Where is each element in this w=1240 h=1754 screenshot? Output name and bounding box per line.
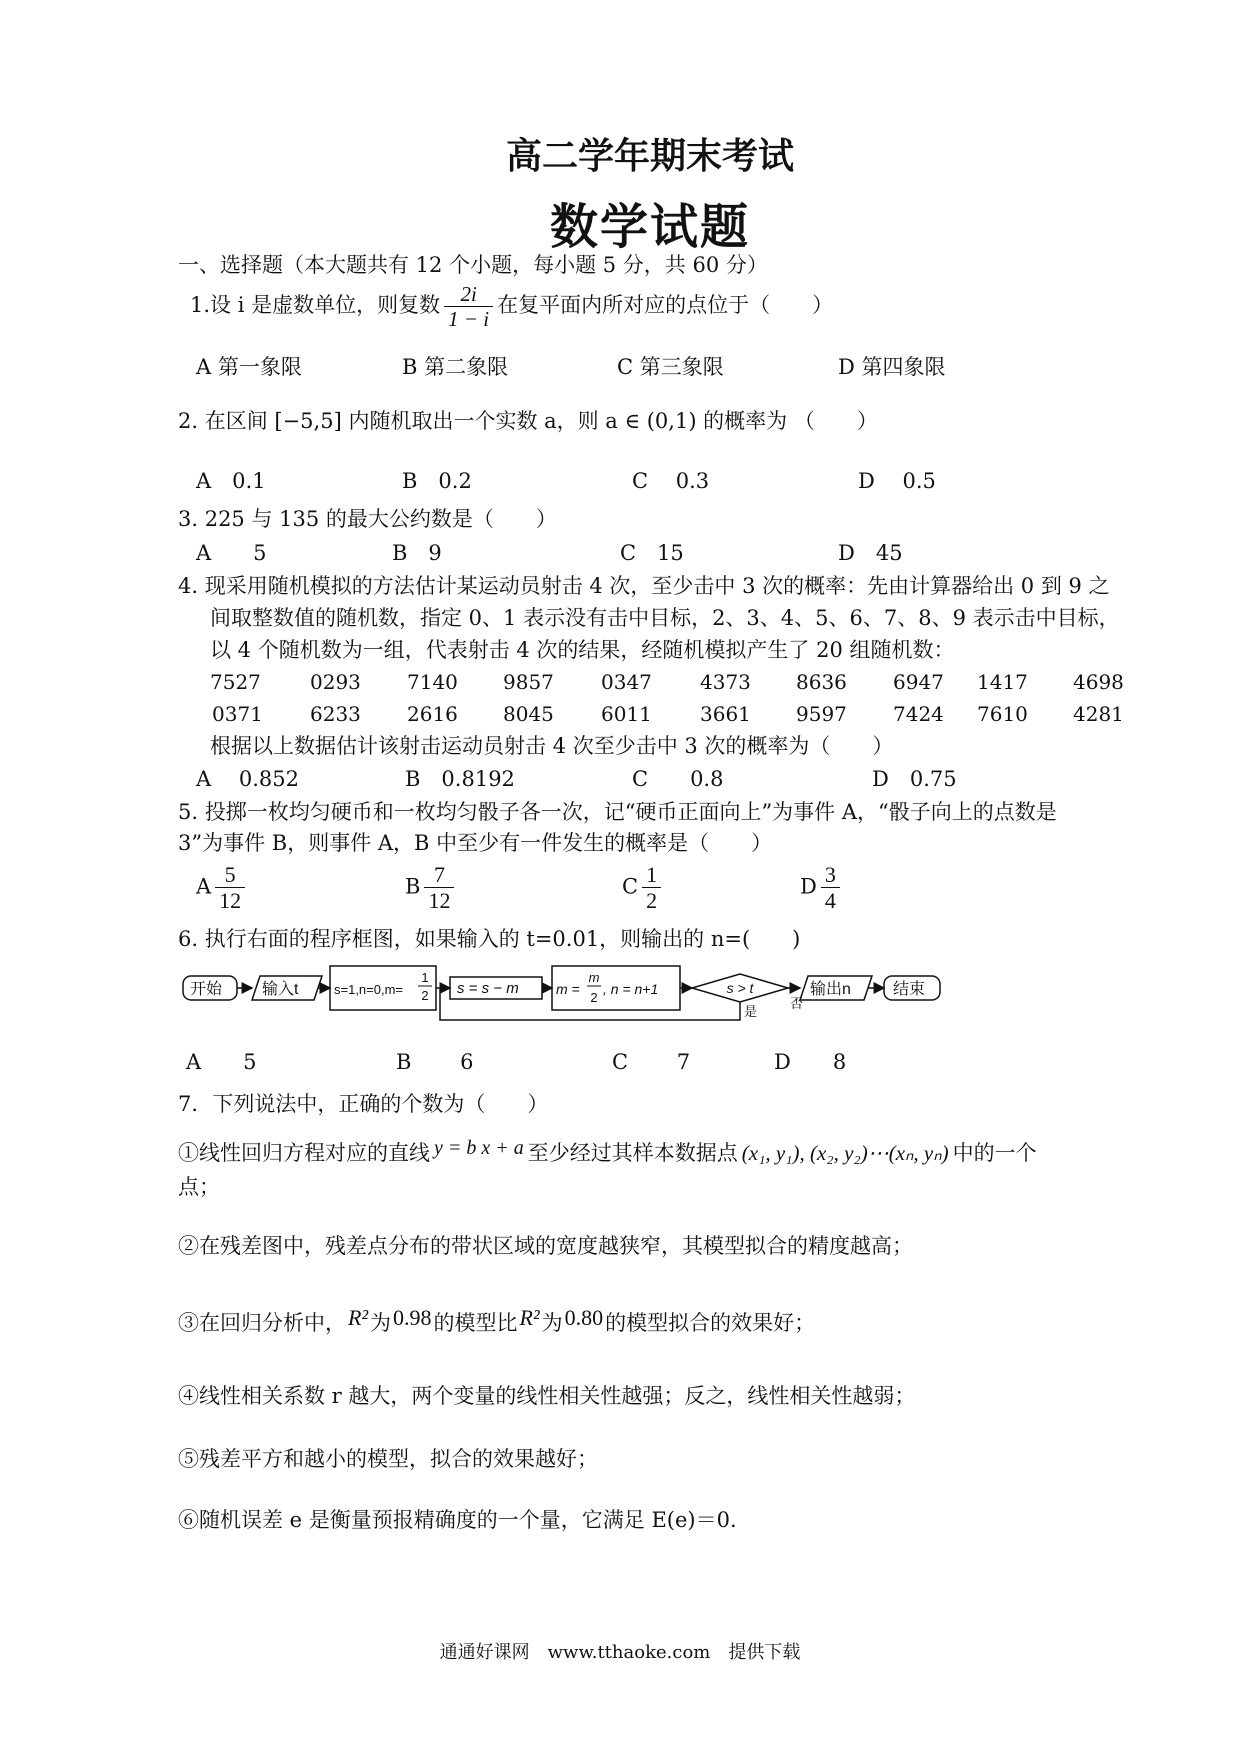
q1-option-c: C 第三象限 <box>617 355 724 379</box>
random-number: 4281 <box>1073 702 1124 726</box>
flow-yes-label: 是 <box>744 1004 758 1019</box>
random-number: 7527 <box>210 670 261 694</box>
flow-update-m-label: m = <box>556 981 580 997</box>
q6-option-c: C 7 <box>612 1050 691 1074</box>
q1-option-a: A 第一象限 <box>196 355 302 379</box>
statement-4: ④线性相关系数 r 越大，两个变量的线性相关性越强；反之，线性相关性越弱； <box>178 1384 916 1408</box>
random-number: 7140 <box>407 670 458 694</box>
q3-option-c: C 15 <box>620 541 684 565</box>
statement-2: ②在残差图中，残差点分布的带状区域的宽度越狭窄，其模型拟合的精度越高； <box>178 1234 913 1258</box>
q5-option-d <box>800 862 844 914</box>
q1-option-d: D 第四象限 <box>838 355 946 379</box>
statement-3-part-c: 的模型比 <box>433 1311 518 1335</box>
random-number: 4373 <box>700 670 751 694</box>
random-number: 0293 <box>310 670 361 694</box>
question-4-line-1: 4. 现采用随机模拟的方法估计某运动员射击 4 次，至少击中 3 次的概率：先由计算器给出 0 到 9 之 <box>178 574 1110 598</box>
q4-option-c: C 0.8 <box>632 767 724 791</box>
random-number: 4698 <box>1073 670 1124 694</box>
q5-option-c-numerator: 1 <box>642 862 661 888</box>
flow-update-m-denominator: 2 <box>590 990 598 1005</box>
flow-output-label: 输出n <box>810 981 851 998</box>
q3-option-a: A 5 <box>196 541 267 565</box>
q5-option-a-label: A <box>196 874 212 899</box>
statement-1 <box>178 1137 1037 1166</box>
exam-title: 高二学年期末考试 <box>505 135 794 177</box>
question-1-numerator: 2i <box>460 282 477 306</box>
q6-option-a: A 5 <box>186 1050 257 1074</box>
q5-option-b-label: B <box>405 874 421 899</box>
q5-option-b <box>405 862 458 914</box>
flow-init-label: s=1,n=0,m= <box>334 982 404 997</box>
question-4-line-4: 根据以上数据估计该射击运动员射击 4 次至少击中 3 次的概率为（ ） <box>210 734 894 758</box>
statement-6: ⑥随机误差 e 是衡量预报精确度的一个量，它满足 E(e)＝0. <box>178 1508 737 1532</box>
statement-1-prefix: ①线性回归方程对应的直线 <box>178 1141 430 1165</box>
r-squared-1: R² <box>348 1305 369 1330</box>
random-number: 7424 <box>893 702 944 726</box>
regression-line-formula: y = b x + a <box>434 1137 524 1159</box>
question-5-line-2: 3”为事件 B，则事件 A，B 中至少有一件发生的概率是（ ） <box>178 831 773 855</box>
question-4-line-3: 以 4 个随机数为一组，代表射击 4 次的结果，经随机模拟产生了 20 组随机数： <box>210 638 955 662</box>
q1-option-b: B 第二象限 <box>402 355 509 379</box>
statement-3-part-d: 为 <box>541 1311 563 1335</box>
flow-update-s-label: s = s − m <box>457 980 519 997</box>
random-number: 9857 <box>503 670 554 694</box>
sample-points: (x₁, y₁), (x₂, y₂)⋯(xₙ, yₙ) <box>741 1141 949 1165</box>
question-1-suffix: 在复平面内所对应的点位于（ ） <box>497 293 834 318</box>
question-6: 6. 执行右面的程序框图，如果输入的 t=0.01，则输出的 n=( ) <box>178 927 801 951</box>
r-squared-2: R² <box>519 1305 540 1330</box>
flow-init-denominator: 2 <box>421 988 429 1003</box>
q5-option-d-label: D <box>800 874 817 899</box>
statement-1-middle: 至少经过其样本数据点 <box>527 1141 738 1165</box>
random-number: 1417 <box>977 670 1028 694</box>
flow-init-numerator: 1 <box>421 970 429 985</box>
q5-option-b-denominator: 12 <box>428 888 451 914</box>
random-number: 8636 <box>796 670 847 694</box>
q4-option-d: D 0.75 <box>872 767 957 791</box>
question-1-fraction <box>444 282 493 331</box>
flow-input-label: 输入t <box>262 981 299 998</box>
q4-option-a: A 0.852 <box>196 767 299 791</box>
flow-end-label: 结束 <box>893 981 926 998</box>
program-flowchart <box>0 960 1240 1030</box>
q2-option-a: A 0.1 <box>196 469 266 493</box>
question-2: 2. 在区间 [−5,5] 内随机取出一个实数 a，则 a ∈ (0,1) 的概率为 （ ） <box>178 409 878 433</box>
page-footer: 通通好课网 www.tthaoke.com 提供下载 <box>439 1642 801 1663</box>
q3-option-d: D 45 <box>838 541 903 565</box>
q5-option-c <box>622 862 665 914</box>
q2-option-c: C 0.3 <box>632 469 710 493</box>
statement-3-part-b: 为 <box>370 1311 392 1335</box>
random-number: 6011 <box>601 702 652 726</box>
q5-option-b-numerator: 7 <box>424 862 454 888</box>
q5-option-a <box>196 862 249 914</box>
section-heading: 一、选择题（本大题共有 12 个小题，每小题 5 分，共 60 分） <box>178 253 768 277</box>
random-number: 3661 <box>700 702 751 726</box>
r-squared-value-1: 0.98 <box>393 1305 432 1330</box>
random-number: 2616 <box>407 702 458 726</box>
exam-subtitle: 数学试题 <box>549 199 750 255</box>
random-number: 6947 <box>893 670 944 694</box>
statement-3-part-e: 的模型拟合的效果好； <box>605 1311 816 1335</box>
question-1-denominator: 1 − i <box>448 307 490 332</box>
random-number: 9597 <box>796 702 847 726</box>
q5-option-a-denominator: 12 <box>219 888 242 914</box>
flow-update-m-numerator: m <box>588 970 600 985</box>
q5-option-c-label: C <box>622 874 639 899</box>
random-number: 7610 <box>977 702 1028 726</box>
flow-no-label: 否 <box>790 996 804 1011</box>
statement-1-suffix: 中的一个 <box>952 1141 1037 1165</box>
statement-5: ⑤残差平方和越小的模型，拟合的效果越好； <box>178 1447 598 1471</box>
r-squared-value-2: 0.80 <box>564 1305 604 1330</box>
random-number: 8045 <box>503 702 554 726</box>
random-number: 0371 <box>212 702 263 726</box>
statement-1-tail: 点； <box>178 1175 220 1199</box>
q5-option-d-numerator: 3 <box>821 862 840 888</box>
statement-3 <box>178 1305 816 1336</box>
q6-option-d: D 8 <box>774 1050 847 1074</box>
question-1-prefix: 1.设 i 是虚数单位，则复数 <box>190 293 441 318</box>
question-1 <box>190 282 833 331</box>
question-5-line-1: 5. 投掷一枚均匀硬币和一枚均匀骰子各一次，记“硬币正面向上”为事件 A，“骰子向上的点数是 <box>178 800 1057 824</box>
statement-3-part-a: ③在回归分析中， <box>178 1311 346 1335</box>
q5-option-d-denominator: 4 <box>824 888 836 914</box>
question-3: 3. 225 与 135 的最大公约数是（ ） <box>178 507 557 531</box>
random-number: 6233 <box>310 702 361 726</box>
q3-option-b: B 9 <box>392 541 442 565</box>
random-number: 0347 <box>601 670 652 694</box>
q2-option-b: B 0.2 <box>402 469 472 493</box>
question-4-line-2: 间取整数值的随机数，指定 0、1 表示没有击中目标，2、3、4、5、6、7、8、9 表示击中目标， <box>210 606 1120 630</box>
q4-option-b: B 0.8192 <box>405 767 515 791</box>
q2-option-d: D 0.5 <box>858 469 936 493</box>
q5-option-a-numerator: 5 <box>215 862 245 888</box>
flow-condition-label: s > t <box>726 980 754 996</box>
flow-update-n-label: , n = n+1 <box>603 981 659 997</box>
q6-option-b: B 6 <box>396 1050 474 1074</box>
flow-start-label: 开始 <box>190 981 223 998</box>
q5-option-c-denominator: 2 <box>646 888 658 914</box>
question-7: 7．下列说法中，正确的个数为（ ） <box>178 1092 549 1116</box>
